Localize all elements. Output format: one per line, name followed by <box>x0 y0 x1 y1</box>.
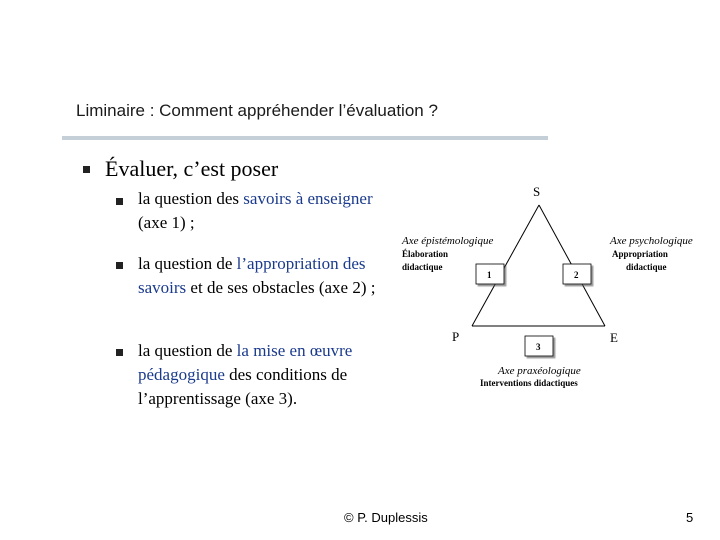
axis-2-sub-label: didactique <box>626 262 667 272</box>
title-underline <box>62 136 548 140</box>
bullet-icon <box>116 198 123 205</box>
axis-3-sub-label: Interventions didactiques <box>480 378 578 388</box>
highlight-text: la mise en œuvre pédagogique <box>138 341 353 384</box>
main-point: Évaluer, c’est poser <box>105 156 279 181</box>
highlight-text: savoirs à enseigner <box>243 189 373 208</box>
slide-title: Liminaire : Comment appréhender l’évaluation ? <box>76 101 438 120</box>
footer-credit: © P. Duplessis <box>344 510 428 525</box>
axis-1-sub-label: Élaboration <box>402 249 449 259</box>
highlight-text: l’appropriation des savoirs <box>138 254 366 297</box>
axis-3-name: Axe praxéologique <box>498 365 581 377</box>
page-number: 5 <box>686 510 694 525</box>
bullet-icon <box>83 166 90 173</box>
vertex-s-label: S <box>533 184 541 199</box>
axis-2-number: 2 <box>574 270 579 280</box>
axis-1-name: Axe épistémologique <box>402 235 494 247</box>
vertex-p-label: P <box>452 329 460 344</box>
axis-1-sub-label: didactique <box>402 262 443 272</box>
bullet-icon <box>116 349 123 356</box>
sub-item-axe-3: la question de la mise en œuvre pédagogique des conditions de l’apprentissage (axe 3). <box>138 341 353 408</box>
axis-2-name: Axe psychologique <box>610 235 693 247</box>
axis-1-number: 1 <box>487 270 492 280</box>
didactic-triangle-diagram <box>390 180 720 400</box>
sub-item-axe-2: la question de l’appropriation des savoirs et de ses obstacles (axe 2) ; <box>138 254 376 297</box>
axis-3-number: 3 <box>536 342 541 352</box>
vertex-e-label: E <box>610 330 618 345</box>
sub-item-axe-1: la question des savoirs à enseigner (axe 1) ; <box>138 189 373 232</box>
bullet-icon <box>116 262 123 269</box>
axis-2-sub-label: Appropriation <box>612 249 668 259</box>
